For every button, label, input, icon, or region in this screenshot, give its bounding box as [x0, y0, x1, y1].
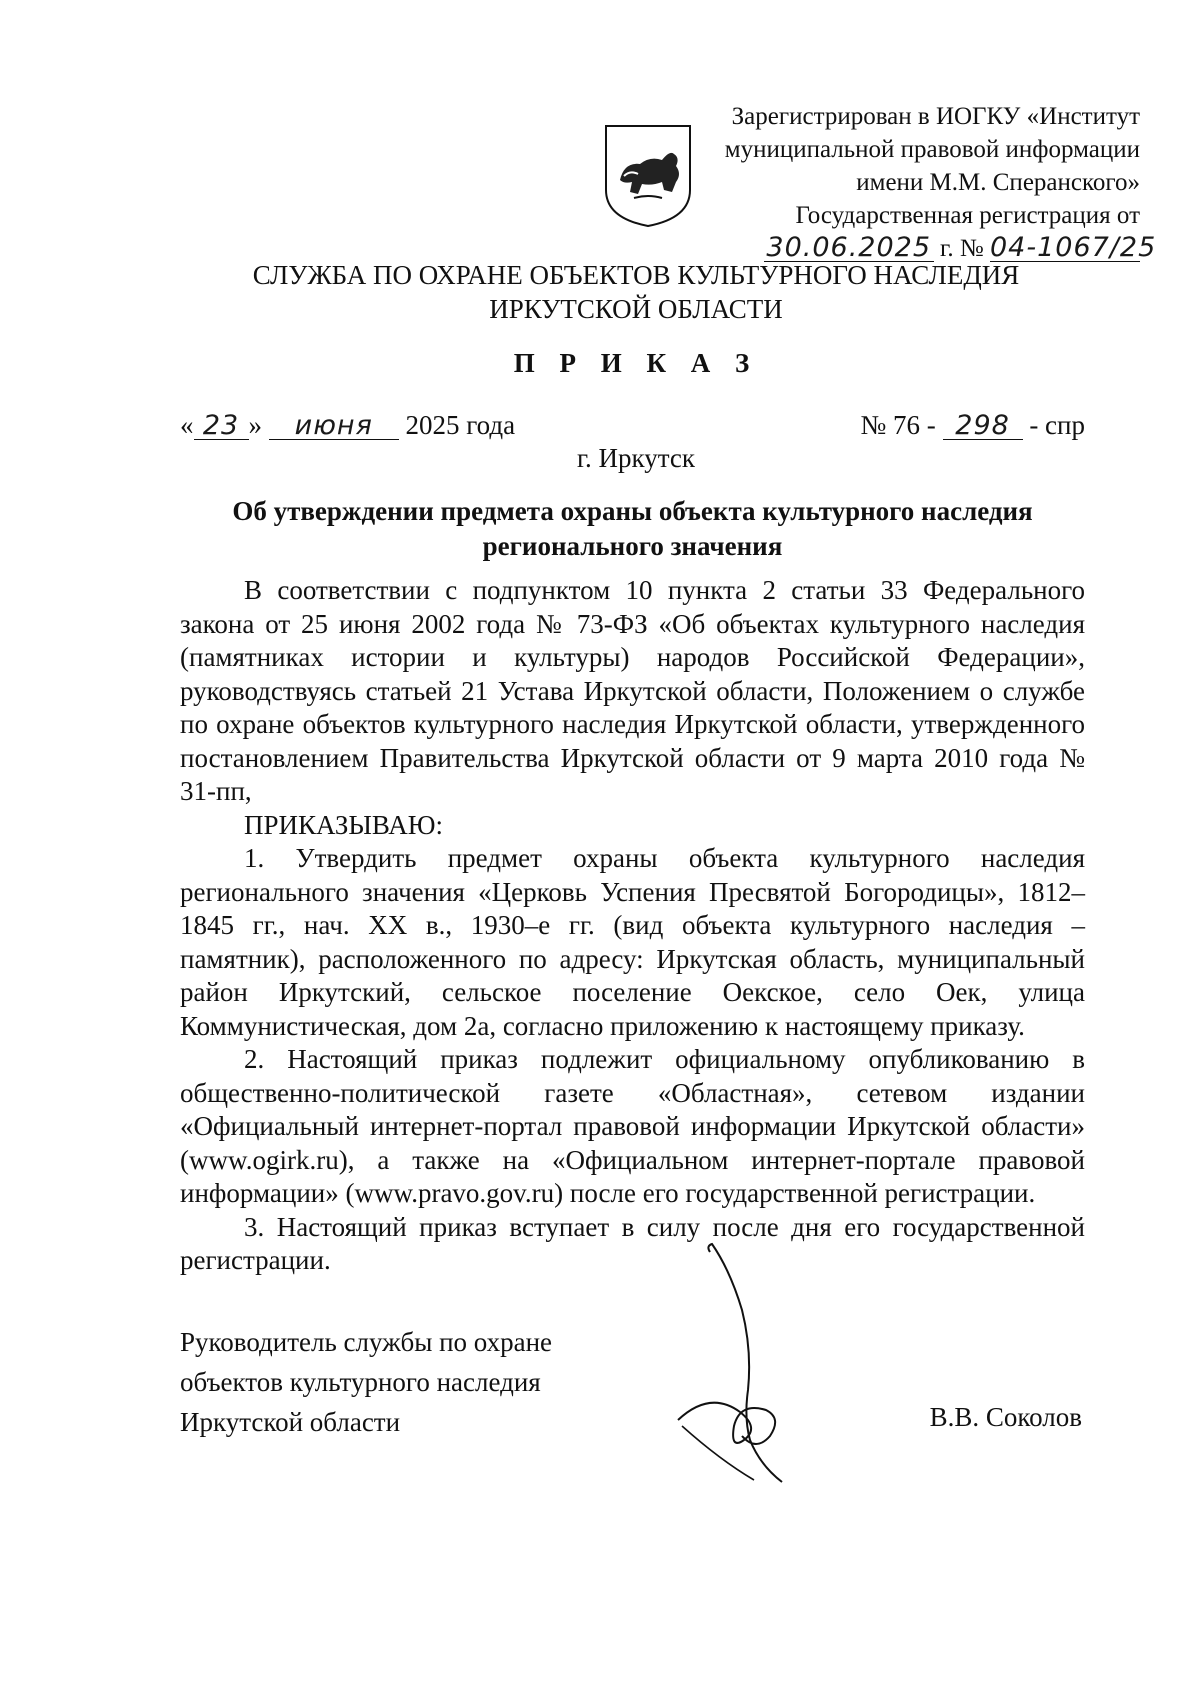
document-number	[861, 410, 1085, 441]
signer-name: В.В. Соколов	[929, 1402, 1082, 1432]
coat-of-arms-icon	[600, 120, 696, 230]
document-city: г. Иркутск	[577, 443, 695, 473]
date-month: июня	[269, 413, 399, 440]
document-body	[180, 574, 1085, 1278]
document-subject	[180, 494, 1085, 564]
order-item-1: 1. Утвердить предмет охраны объекта культурного наследия регионального значения «Церковь Успения Пресвятой Богородицы», 1812–1845 гг., нач. XX в., 1930–е гг. (вид объекта культурного наследия – памятник), расположенного по адресу: Иркутская область, муниципальный район Иркутский, сельское поселение Оекское, село Оек, улица Коммунистическая, дом 2а, согласно приложению к настоящему приказу.	[180, 843, 1085, 1041]
registration-date: 30.06.2025	[764, 235, 934, 262]
registration-line-4: Государственная регистрация от	[795, 202, 1140, 229]
registration-mid-text: г. №	[939, 235, 984, 262]
registration-line-3: имени М.М. Сперанского»	[856, 169, 1140, 196]
number-value: 298	[943, 413, 1023, 440]
organization-line-1: СЛУЖБА ПО ОХРАНЕ ОБЪЕКТОВ КУЛЬТУРНОГО НАСЛЕДИЯ	[252, 260, 1020, 290]
registration-line-1: Зарегистрирован в ИОГКУ «Институт	[731, 103, 1140, 130]
organization-line-2: ИРКУТСКОЙ ОБЛАСТИ	[489, 294, 783, 324]
number-prefix: № 76 -	[860, 410, 936, 440]
date-close-quote: »	[248, 410, 262, 440]
coat-of-arms-emblem	[600, 120, 696, 230]
order-item-2: 2. Настоящий приказ подлежит официальному опубликованию в общественно-политической газете «Областная», сетевом издании «Официальный интернет-портал правовой информации Иркутской области» (www.ogirk.ru), а также на «Официальном интернет-портале правовой информации» (www.pravo.gov.ru) после его государственной регистрации.	[180, 1044, 1085, 1208]
signer-title-line-2: объектов культурного наследия	[180, 1367, 541, 1397]
signer-title	[180, 1322, 552, 1442]
subject-line-2: регионального значения	[482, 531, 783, 561]
registration-number: 04-1067/25	[990, 232, 1157, 263]
registration-line-2: муниципальной правовой информации	[724, 136, 1140, 163]
registration-stamp	[700, 100, 1157, 265]
handwritten-signature	[670, 1240, 840, 1490]
order-item-3: 3. Настоящий приказ вступает в силу после дня его государственной регистрации.	[180, 1211, 1085, 1275]
signer-title-line-3: Иркутской области	[180, 1407, 401, 1437]
document-type: П Р И К А З	[513, 348, 759, 378]
date-year: 2025 года	[405, 410, 516, 440]
organization-name	[200, 258, 1072, 326]
number-suffix: - спр	[1029, 410, 1085, 440]
date-open-quote: «	[180, 410, 194, 440]
signer-title-line-1: Руководитель службы по охране	[180, 1327, 553, 1357]
subject-line-1: Об утверждении предмета охраны объекта культурного наследия	[232, 496, 1033, 526]
order-word: ПРИКАЗЫВАЮ:	[244, 809, 443, 840]
preamble-paragraph: В соответствии с подпунктом 10 пункта 2 статьи 33 Федерального закона от 25 июня 2002 года № 73-ФЗ «Об объектах культурного наследия (памятниках истории и культуры) народов Российской Федерации», руководствуясь статьей 21 Устава Иркутской области, Положением о службе по охране объектов культурного наследия Иркутской области, утвержденного постановлением Правительства Иркутской области от 9 марта 2010 года № 31-пп,	[180, 575, 1085, 806]
document-date	[180, 410, 515, 441]
date-day: 23	[194, 413, 249, 440]
